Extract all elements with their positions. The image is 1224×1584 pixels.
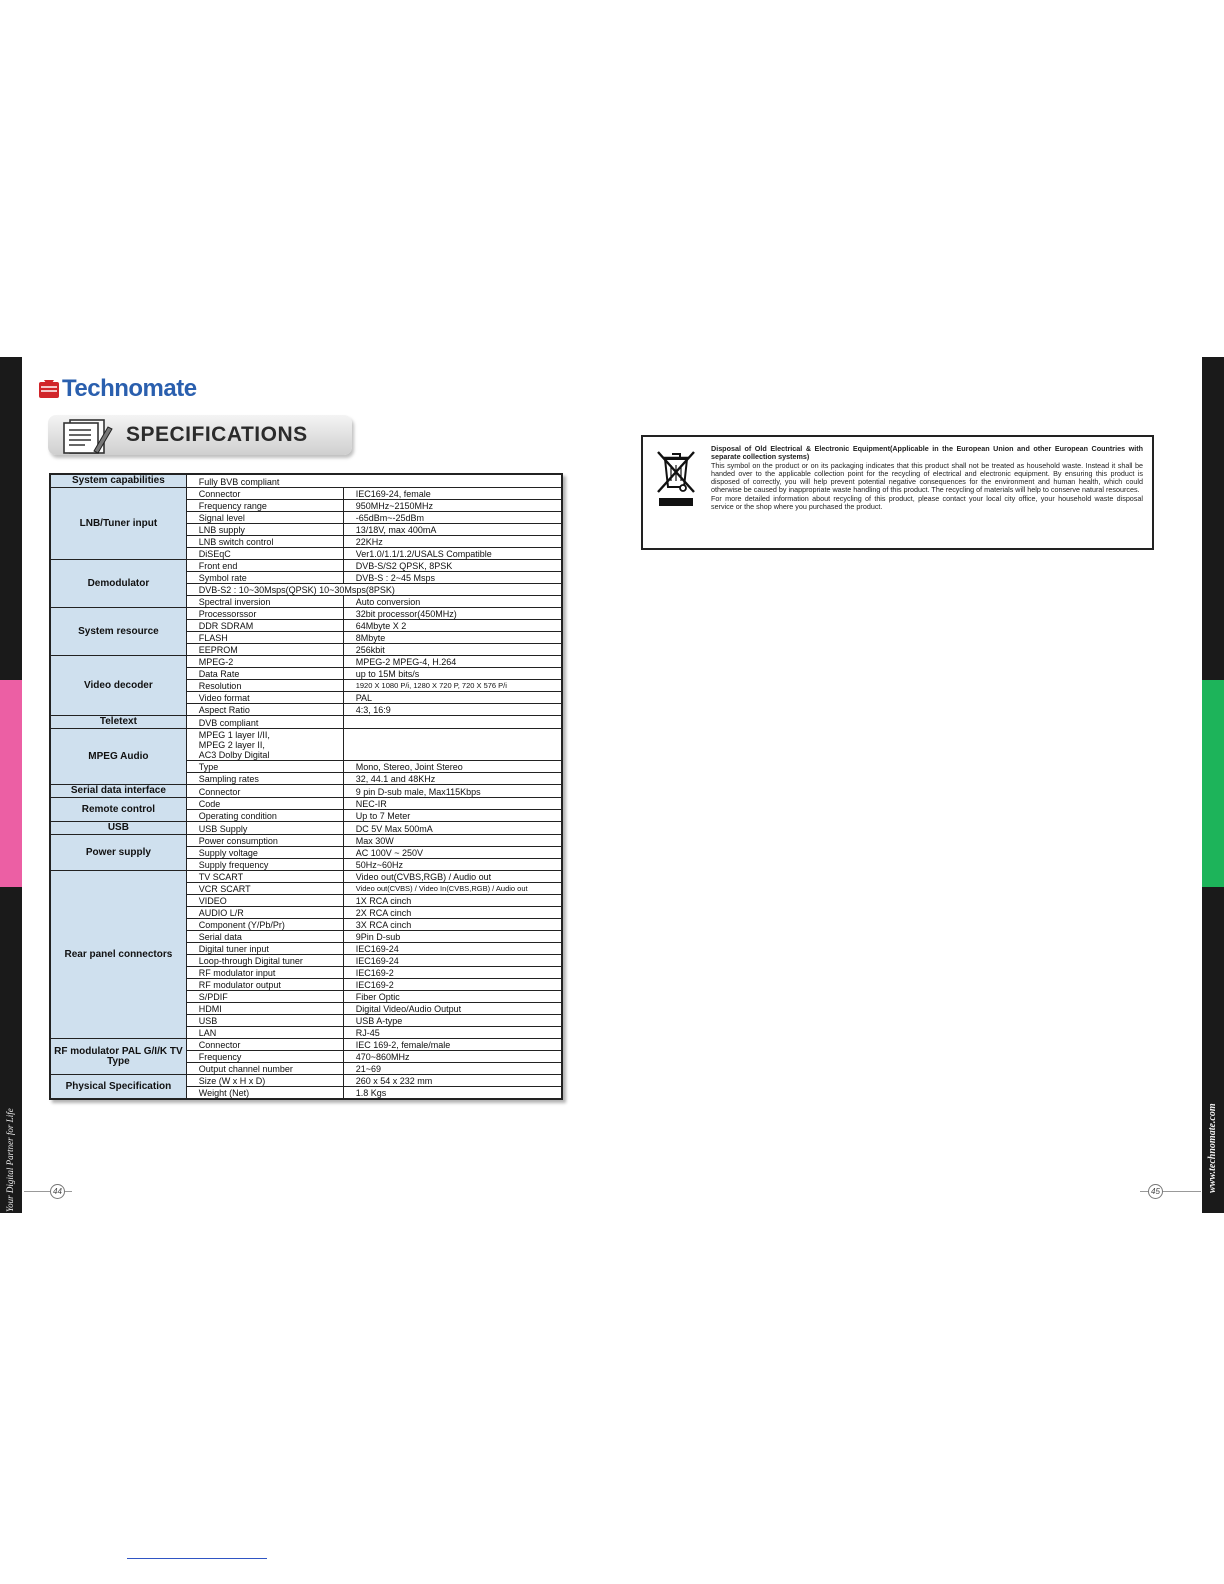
spec-value: AC 100V ~ 250V	[343, 847, 562, 859]
spec-value: Video out(CVBS,RGB) / Audio out	[343, 871, 562, 883]
page-number-line-left	[24, 1191, 50, 1192]
page-number-right: 45	[1148, 1184, 1163, 1199]
spec-value: Max 30W	[343, 835, 562, 847]
weee-disposal-notice	[641, 435, 1154, 550]
spec-item: USB	[186, 1015, 343, 1027]
spec-item: Connector	[186, 488, 343, 500]
right-color-stripe	[1202, 357, 1224, 680]
spec-item: Signal level	[186, 512, 343, 524]
weee-body: This symbol on the product or on its packaging indicates that this product shall not be treated as household waste. Instead it shall be handed over to the applicable collection point for the recycling of electrical and electronic equipment. By ensuring this product is disposed of correctly, you will help prevent potential negative consequences for the environment and human health, which could otherwise be caused by inappropriate waste handling of this product. The recycling of materials will help to conserve natural resources.	[711, 460, 1143, 495]
weee-body-2: For more detailed information about recycling of this product, please contact your local city office, your household waste disposal service or the shop where you purchased the product.	[711, 493, 1143, 512]
spec-value: 64Mbyte X 2	[343, 620, 562, 632]
spec-value: Ver1.0/1.1/1.2/USALS Compatible	[343, 548, 562, 560]
spec-item: FLASH	[186, 632, 343, 644]
spec-value: 9 pin D-sub male, Max115Kbps	[343, 785, 562, 798]
table-row	[50, 716, 562, 729]
table-row	[50, 608, 562, 620]
spec-value: 256kbit	[343, 644, 562, 656]
spec-value: 50Hz~60Hz	[343, 859, 562, 871]
spec-item: Fully BVB compliant	[186, 474, 562, 488]
document-list-icon	[60, 417, 118, 455]
specifications-banner	[48, 415, 352, 455]
spec-value: Video out(CVBS) / Video In(CVBS,RGB) / Audio out	[343, 883, 562, 895]
page-number-line-right	[1140, 1191, 1148, 1192]
spec-value: 32, 44.1 and 48KHz	[343, 773, 562, 785]
spec-item: EEPROM	[186, 644, 343, 656]
spec-item: Loop-through Digital tuner	[186, 955, 343, 967]
spec-value: USB A-type	[343, 1015, 562, 1027]
spec-item: Processorssor	[186, 608, 343, 620]
spec-item: Type	[186, 761, 343, 773]
spec-item: HDMI	[186, 1003, 343, 1015]
spec-value: PAL	[343, 692, 562, 704]
spec-value: DVB-S : 2~45 Msps	[343, 572, 562, 584]
spec-value: NEC-IR	[343, 798, 562, 810]
spec-item: Sampling rates	[186, 773, 343, 785]
spec-item: Frequency range	[186, 500, 343, 512]
spec-value: 470~860MHz	[343, 1051, 562, 1063]
spec-value: -65dBm~-25dBm	[343, 512, 562, 524]
table-row	[50, 560, 562, 572]
spec-item: DVB-S2 : 10~30Msps(QPSK) 10~30Msps(8PSK)	[186, 584, 562, 596]
spec-item: LNB supply	[186, 524, 343, 536]
brand-name: Technomate	[62, 375, 197, 402]
spec-item: Component (Y/Pb/Pr)	[186, 919, 343, 931]
spec-item: RF modulator output	[186, 979, 343, 991]
spec-category: RF modulator PAL G/I/K TV Type	[50, 1039, 186, 1075]
spec-item: S/PDIF	[186, 991, 343, 1003]
table-row	[50, 474, 562, 488]
spec-category: Video decoder	[50, 656, 186, 716]
spec-value: 3X RCA cinch	[343, 919, 562, 931]
crossed-out-wheelie-bin-icon	[655, 449, 697, 495]
weee-heading: Disposal of Old Electrical & Electronic Equipment(Applicable in the European Union and other European Countries with separate collection systems)	[711, 444, 1143, 462]
technomate-logo	[38, 375, 197, 403]
spec-item: Data Rate	[186, 668, 343, 680]
weee-bar	[659, 498, 693, 506]
spec-item: LNB switch control	[186, 536, 343, 548]
spec-item: LAN	[186, 1027, 343, 1039]
spec-item: VIDEO	[186, 895, 343, 907]
spec-item: Symbol rate	[186, 572, 343, 584]
spec-value: 1920 X 1080 P/i, 1280 X 720 P, 720 X 576 P/i	[343, 680, 562, 692]
spec-item: Front end	[186, 560, 343, 572]
table-row	[50, 822, 562, 835]
spec-item: Code	[186, 798, 343, 810]
spec-value: IEC169-24	[343, 955, 562, 967]
left-color-stripe	[0, 357, 22, 680]
spec-item: Output channel number	[186, 1063, 343, 1075]
spec-value: DC 5V Max 500mA	[343, 822, 562, 835]
spec-item: Connector	[186, 1039, 343, 1051]
spec-value: 32bit processor(450MHz)	[343, 608, 562, 620]
spec-category: Rear panel connectors	[50, 871, 186, 1039]
table-row	[50, 785, 562, 798]
specifications-table	[49, 473, 563, 1100]
spec-value: 1.8 Kgs	[343, 1087, 562, 1100]
spec-value: IEC169-24	[343, 943, 562, 955]
spec-item: Weight (Net)	[186, 1087, 343, 1100]
spec-value	[343, 716, 562, 729]
spec-value: IEC169-2	[343, 967, 562, 979]
spec-item: Size (W x H x D)	[186, 1075, 343, 1087]
spec-item: Supply voltage	[186, 847, 343, 859]
spec-item: MPEG 1 layer I/II, MPEG 2 layer II, AC3 Dolby Digital	[186, 729, 343, 761]
spec-item: Aspect Ratio	[186, 704, 343, 716]
right-green-stripe	[1202, 680, 1224, 887]
spec-item: DiSEqC	[186, 548, 343, 560]
spec-category: Remote control	[50, 798, 186, 822]
spec-category: USB	[50, 822, 186, 835]
spec-item: RF modulator input	[186, 967, 343, 979]
table-row	[50, 835, 562, 847]
spec-category: Power supply	[50, 835, 186, 871]
spec-item: Supply frequency	[186, 859, 343, 871]
weee-text	[711, 445, 1143, 511]
spec-item: VCR SCART	[186, 883, 343, 895]
spec-category: Physical Specification	[50, 1075, 186, 1100]
spec-value: RJ-45	[343, 1027, 562, 1039]
spec-value: Digital Video/Audio Output	[343, 1003, 562, 1015]
spec-value: 2X RCA cinch	[343, 907, 562, 919]
table-row	[50, 656, 562, 668]
page-title: SPECIFICATIONS	[126, 423, 308, 446]
spec-value: 950MHz~2150MHz	[343, 500, 562, 512]
spec-value: IEC 169-2, female/male	[343, 1039, 562, 1051]
spec-value: MPEG-2 MPEG-4, H.264	[343, 656, 562, 668]
spec-item: DDR SDRAM	[186, 620, 343, 632]
spec-value: 260 x 54 x 232 mm	[343, 1075, 562, 1087]
table-row	[50, 488, 562, 500]
spec-category: System resource	[50, 608, 186, 656]
spec-value: 9Pin D-sub	[343, 931, 562, 943]
spec-category: MPEG Audio	[50, 729, 186, 785]
spec-value: Up to 7 Meter	[343, 810, 562, 822]
spec-value: 8Mbyte	[343, 632, 562, 644]
spec-value: 4:3, 16:9	[343, 704, 562, 716]
spec-category: Teletext	[50, 716, 186, 729]
spec-item: AUDIO L/R	[186, 907, 343, 919]
spec-item: Power consumption	[186, 835, 343, 847]
spec-item: Connector	[186, 785, 343, 798]
spec-value: 22KHz	[343, 536, 562, 548]
spec-item: TV SCART	[186, 871, 343, 883]
table-row	[50, 798, 562, 810]
spec-value: IEC169-2	[343, 979, 562, 991]
spec-value: Mono, Stereo, Joint Stereo	[343, 761, 562, 773]
spec-item: Frequency	[186, 1051, 343, 1063]
spec-item: Serial data	[186, 931, 343, 943]
left-pink-stripe	[0, 680, 22, 887]
spec-value: Fiber Optic	[343, 991, 562, 1003]
spec-category: Demodulator	[50, 560, 186, 608]
table-row	[50, 729, 562, 761]
spec-value: 21~69	[343, 1063, 562, 1075]
table-row	[50, 1075, 562, 1087]
footer-underline	[127, 1558, 267, 1559]
spec-item: MPEG-2	[186, 656, 343, 668]
spec-value: 13/18V, max 400mA	[343, 524, 562, 536]
spec-item: Spectral inversion	[186, 596, 343, 608]
spec-value: Auto conversion	[343, 596, 562, 608]
spec-item: DVB compliant	[186, 716, 343, 729]
page-number-line-left-2	[64, 1191, 72, 1192]
table-row	[50, 1039, 562, 1051]
spec-value: up to 15M bits/s	[343, 668, 562, 680]
spec-category: LNB/Tuner input	[50, 488, 186, 560]
technomate-logo-mark-icon	[38, 378, 62, 400]
spec-item: Operating condition	[186, 810, 343, 822]
spec-item: Resolution	[186, 680, 343, 692]
page-number-left: 44	[50, 1184, 65, 1199]
page-number-line-right-2	[1163, 1191, 1201, 1192]
website-vertical: www.technomate.com	[1207, 1103, 1218, 1193]
spec-item: Video format	[186, 692, 343, 704]
table-row	[50, 871, 562, 883]
spec-item: Digital tuner input	[186, 943, 343, 955]
spec-value: 1X RCA cinch	[343, 895, 562, 907]
tagline-vertical: Your Digital Partner for Life	[5, 1108, 15, 1212]
spec-category: System capabilities	[50, 474, 186, 488]
spec-value: DVB-S/S2 QPSK, 8PSK	[343, 560, 562, 572]
spec-value	[343, 729, 562, 761]
spec-value: IEC169-24, female	[343, 488, 562, 500]
spec-category: Serial data interface	[50, 785, 186, 798]
spec-item: USB Supply	[186, 822, 343, 835]
